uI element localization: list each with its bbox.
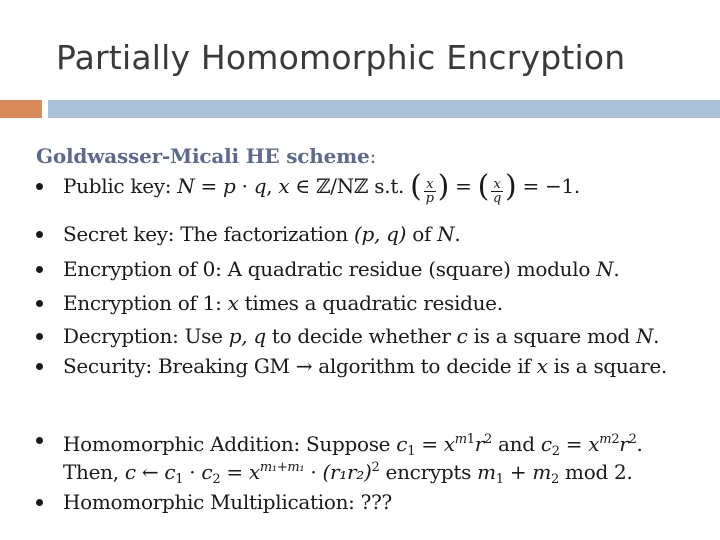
scheme-title [36,144,376,168]
bullet-text: Secret key: The factorization (p, q) of N. [63,222,461,246]
bullet-dot [36,363,43,370]
bullet-text: Public key: N = p · q, x ∈ ℤ/Nℤ s.t. ( $\frac{x}{p}$ ) = ( $\frac{x}{q}$ ) = −1. [63,169,580,206]
bullet-text: Security: Breaking GM → algorithm to decide if x is a square. [63,354,667,378]
bullet-dot [36,437,43,444]
bullet-homomorphic-addition [36,426,712,487]
bullet-dot [36,183,43,190]
scheme-name: Goldwasser-Micali HE scheme [36,144,370,168]
bullet-dot [36,300,43,307]
accent-bar-orange [0,100,42,118]
scheme-colon: : [369,144,377,168]
legendre-symbol-q: $\frac{x}{q}$ [493,177,502,206]
bullet-text: Decryption: Use p, q to decide whether c is a square mod N. [63,324,660,348]
bullet-dot [36,333,43,340]
bullet-text-line-2: Then, c ← $c_1 \cdot c_2 = x^{m_1+m_1} \cdot (r_1r_2)^2$ encrypts $m_1 + m_2$ mod 2. [63,460,633,487]
bullet-dot [36,231,43,238]
legendre-symbol-p: $\frac{x}{p}$ [425,177,434,206]
bullet-dot [36,499,43,506]
bullet-text: Homomorphic Multiplication: ??? [63,490,392,514]
bullet-dot [36,266,43,273]
accent-bar-blue [48,100,720,118]
bullet-text: Encryption of 0: A quadratic residue (square) modulo N. [63,257,620,281]
bullet-text: Homomorphic Addition: Suppose $c_1 = x^{m1}r^2$ and $c_2 = x^{m2}r^2$. [63,432,643,459]
bullet-text: Encryption of 1: x times a quadratic residue. [63,291,503,315]
slide-title: Partially Homomorphic Encryption [56,38,626,77]
